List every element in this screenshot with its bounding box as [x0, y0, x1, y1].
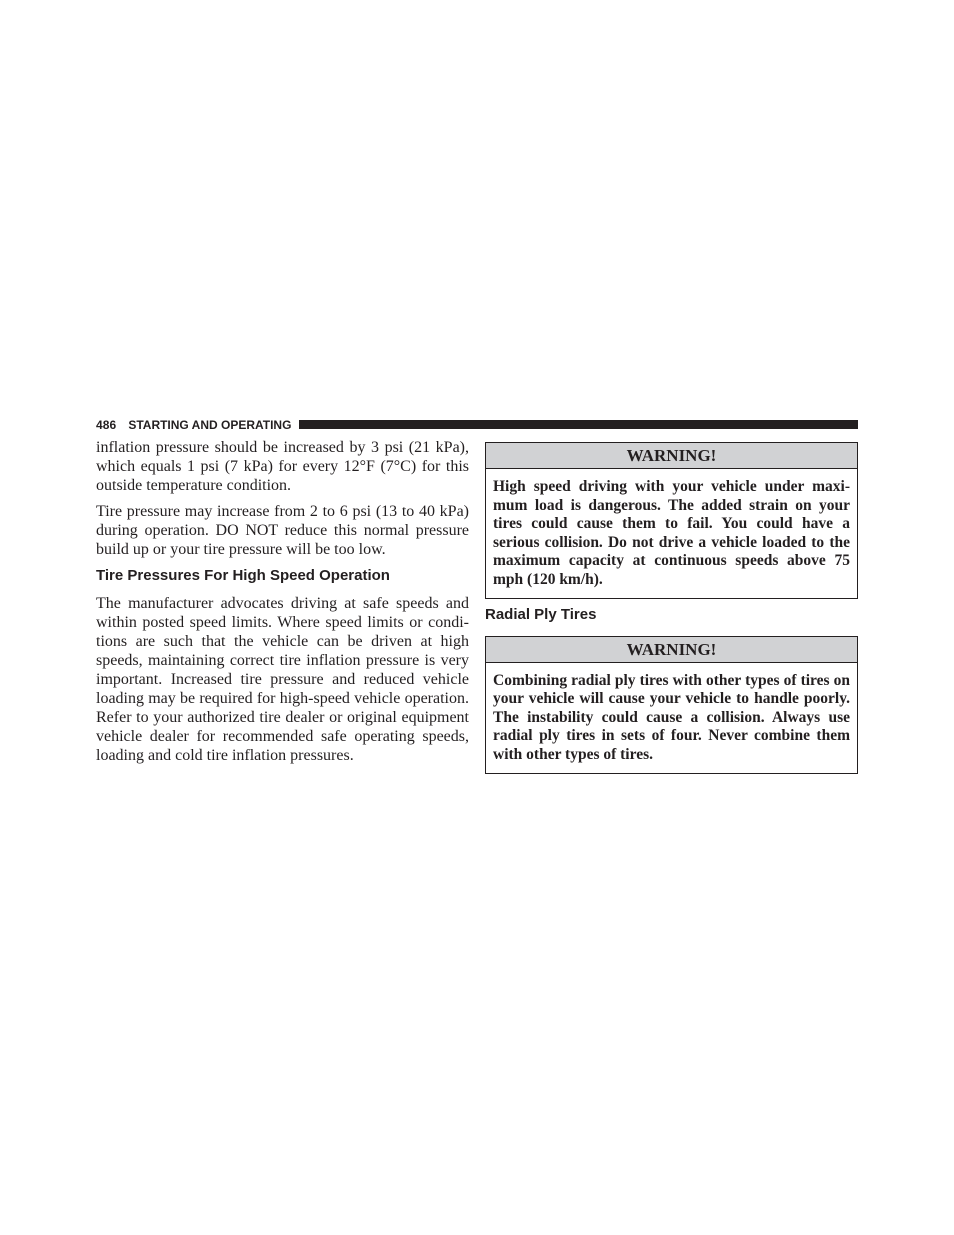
section-title: STARTING AND OPERATING: [128, 417, 292, 432]
right-column: [485, 442, 858, 774]
header-rule: [299, 420, 858, 429]
left-column: [96, 438, 469, 772]
warning-body: High speed driving with your vehicle under maximum load is dangerous. The added strain on your tires could cause them to fail. You could have a serious collision. Do not drive a vehicle loaded to the maximum capacity at continuous speeds above 75 mph (120 km/h).: [493, 478, 850, 588]
warning-box-high-speed: [485, 442, 858, 599]
paragraph-high-speed: The manufacturer advocates driving at safe speeds and within posted speed limits. Where speed limits or conditions are such that the vehicle can be driven at high speeds, maintaining correct tire inflation pressure is very important. Increased tire pressure and reduced vehicle loading may be required for high-speed vehicle operation. Refer to your authorized tire dealer or original equipment vehicle dealer for recommended safe operating speeds, loading and cold tire inflation pressures.: [96, 595, 469, 764]
warning-body: Combining radial ply tires with other types of tires on your vehicle will cause your vehicle to handle poorly. The instability could cause a collision. Always use radial ply tires in sets of four. Never combine them with other types of tires.: [493, 671, 850, 763]
warning-box-radial-ply: [485, 636, 858, 774]
page-number: 486: [96, 417, 117, 432]
warning-title: WARNING!: [486, 637, 857, 663]
paragraph-pressure-increase: Tire pressure may increase from 2 to 6 psi (13 to 40 kPa) during operation. DO NOT reduce this normal pressure build up or your tire pressure will be too low.: [96, 503, 469, 558]
warning-title: WARNING!: [486, 443, 857, 469]
paragraph-inflation-pressure: inflation pressure should be increased by 3 psi (21 kPa), which equals 1 psi (7 kPa) for every 12°F (7°C) for this outside temperature condition.: [96, 439, 469, 494]
heading-radial-ply-tires: Radial Ply Tires: [485, 605, 597, 623]
heading-high-speed-operation: Tire Pressures For High Speed Operation: [96, 567, 390, 584]
page-header: [96, 417, 858, 432]
